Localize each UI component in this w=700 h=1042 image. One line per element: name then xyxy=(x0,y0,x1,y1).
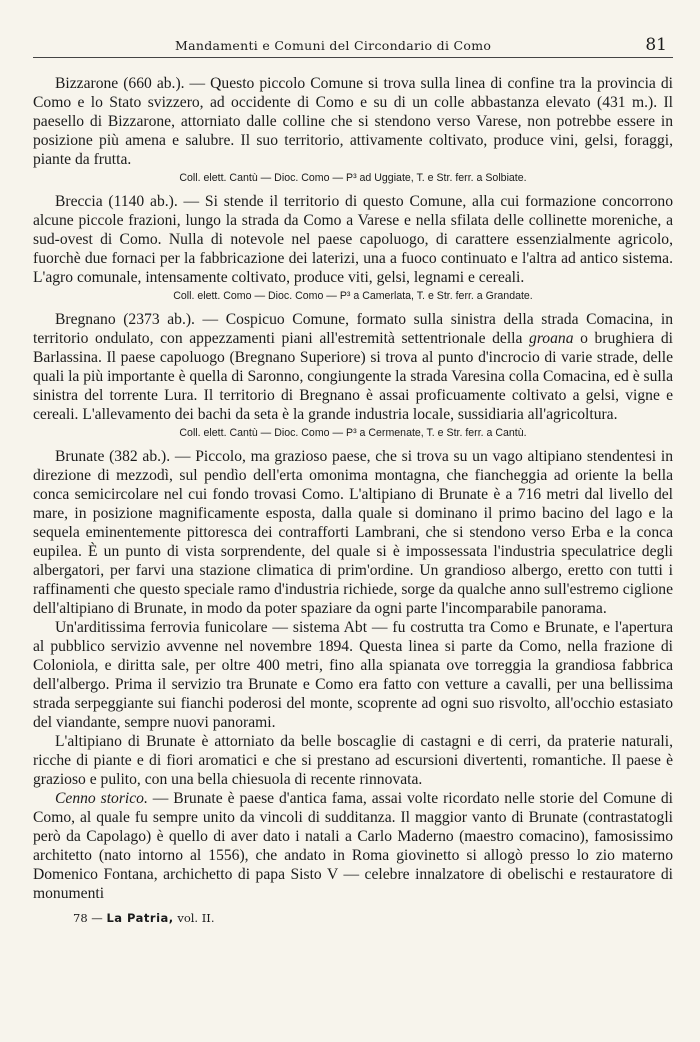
entry-name: Bizzarone xyxy=(55,75,119,92)
signature-number: 78 — xyxy=(73,911,103,925)
page-number: 81 xyxy=(645,35,667,55)
entry-text xyxy=(33,310,673,424)
entry-description: (382 ab.). — Piccolo, ma grazioso paese, che si trova su un vago altipiano stendentesi in direzione di mezzodì, sul pendìo dell'erta omonima montagna, che fiancheggia ad oriente la bella conca semicircolare nel cui fondo trovasi Como. L'altipiano di Brunate è a 716 metri dal livello del mare, in posizione magnificamente esposta, dalla quale si dominano il primo bacino del lago e la sequela eminentemente pittoresca dei contrafforti Lambrani, che si stendono verso Erba e la conca eupilea. È un punto di vista sorprendente, del quale si è impossessata l'industria speculatrice degli albergatori, per farvi una stazione climatica di prim'ordine. Un grandioso albergo, eretto con tutti i raffinamenti che questo speciale ramo d'industria richiede, sorge da qualche anno sull'estremo ciglione dell'altipiano di Brunate, in modo da poter spaziare da ogni parte l'incomparabile panorama. xyxy=(33,448,673,617)
entry-note: Coll. elett. Como — Dioc. Como — P³ a Camerlata, T. e Str. ferr. a Grandate. xyxy=(173,290,533,302)
footer-signature xyxy=(73,911,673,925)
entry-breccia xyxy=(33,192,673,303)
brunate-paragraph-3: L'altipiano di Brunate è attorniato da belle boscaglie di castagni e di cerri, da praterie naturali, ricche di piante e di fiori aromatici e che si prestano ad escursioni divertenti, romantiche. Il paese è grazioso e pulito, con una bella chiesuola di recente rinnovata. xyxy=(33,733,673,788)
running-title: Mandamenti e Comuni del Circondario di Como xyxy=(175,38,492,53)
entry-description: (2373 ab.). — Cospicuo Comune, formato sulla sinistra della strada Comacina, in territorio ondulato, con appezzamenti piani all'estremità settentrionale della xyxy=(33,311,673,347)
italic-term: groana xyxy=(529,330,574,347)
entry-name: Bregnano xyxy=(55,311,116,328)
entry-note: Coll. elett. Cantù — Dioc. Como — P³ a Cermenate, T. e Str. ferr. a Cantù. xyxy=(179,427,527,439)
running-header xyxy=(33,26,673,58)
entry-name: Breccia xyxy=(55,193,103,210)
series-title: La Patria, xyxy=(106,911,174,925)
page-body xyxy=(33,74,673,903)
volume-label: vol. II. xyxy=(177,911,215,925)
entry-bizzarone xyxy=(33,74,673,185)
brunate-paragraph-4 xyxy=(33,789,673,903)
brunate-paragraph-1 xyxy=(33,447,673,618)
entry-name: Brunate xyxy=(55,448,105,465)
entry-bregnano xyxy=(33,310,673,440)
history-text: — Brunate è paese d'antica fama, assai volte ricordato nelle storie del Comune di Como, al quale fu sempre unito da vincoli di sudditanza. Il maggior vanto di Brunate (contrastatogli però da Capolago) è quello di aver dato i natali a Carlo Maderno (maestro comacino), famosissimo architetto (nato intorno al 1556), che andato in Roma giovinetto si allogò presso lo zio materno Domenico Fontana, archichetto di papa Sisto V — celebre innalzatore di obelischi e restauratore di monumenti xyxy=(33,790,673,902)
entry-description: (660 ab.). — Questo piccolo Comune si trova sulla linea di confine tra la provincia di Como e lo Stato svizzero, ad occidente di Como e su di un colle abbastanza elevato (431 m.). Il paesello di Bizzarone, attorniato dalle colline che si stendono verso Varese, non potrebbe essere in posizione più amena e salubre. Il suo territorio, attivamente coltivato, produce vini, gelsi, foraggi, piante da frutta. xyxy=(33,75,673,168)
entry-text xyxy=(33,192,673,287)
brunate-paragraph-2: Un'arditissima ferrovia funicolare — sistema Abt — fu costrutta tra Como e Brunate, e l'apertura al pubblico servizio avvenne nel novembre 1894. Questa linea si parte da Como, nella frazione di Coloniola, e diritta sale, per oltre 400 metri, fino alla spianata ove torreggia la grandiosa fabbrica dell'albergo. Prima il servizio tra Brunate e Como era fatto con vetture a cavalli, per una bellissima strada serpeggiante sui fianchi poderosi del monte, scoprente ad ogni suo risvolto, all'occhio estasiato del viandante, sempre nuovi panorami. xyxy=(33,619,673,731)
entry-brunate xyxy=(33,447,673,903)
entry-text xyxy=(33,74,673,169)
entry-note: Coll. elett. Cantù — Dioc. Como — P³ ad Uggiate, T. e Str. ferr. a Solbiate. xyxy=(179,172,527,184)
section-heading: Cenno storico. xyxy=(55,790,148,807)
entry-description: (1140 ab.). — Si stende il territorio di questo Comune, alla cui formazione concorrono alcune piccole frazioni, lungo la strada da Como a Varese e nella sfilata delle collinette moreniche, a sud-ovest di Como. Nulla di notevole nel paese capoluogo, di carattere essenzialmente agricolo, fuorchè due fornaci per la fabbricazione dei laterizi, una a fuoco continuato e l'altra ad antico sistema. L'agro comunale, intensamente coltivato, produce viti, gelsi, legnami e cereali. xyxy=(33,193,673,286)
page xyxy=(33,26,673,1026)
entry-description-cont: o brughiera di Barlassina. Il paese capoluogo (Bregnano Superiore) si trova al punto d'incrocio di varie strade, delle quali la più importante è quella di Saronno, congiungente la strada Varesina colla Comacina, ed è sulla sinistra del torrente Lura. Il territorio di Bregnano è assai proficuamente coltivato a gelsi, vigne e cereali. L'allevamento dei bachi da seta è la grande industria locale, sussidiaria all'agricoltura. xyxy=(33,330,673,423)
